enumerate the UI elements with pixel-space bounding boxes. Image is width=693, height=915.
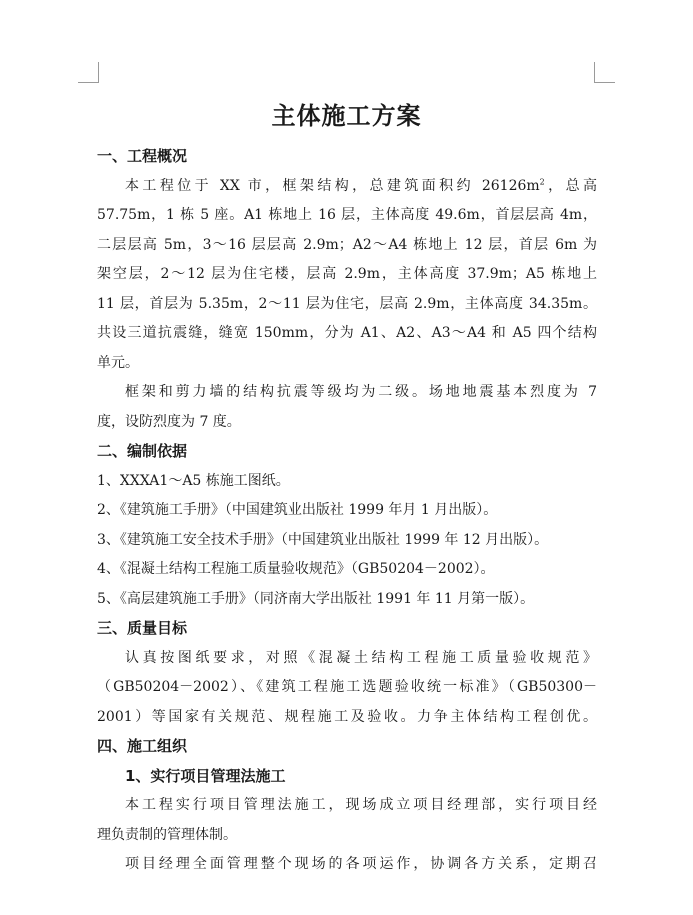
list-item: 1、XXXA1～A5 栋施工图纸。 bbox=[97, 472, 290, 489]
paragraph-line: 共设三道抗震缝，缝宽 150mm，分为 A1、A2、A3～A4 和 A5 四个结构 bbox=[97, 325, 597, 341]
list-item: 4、《混凝土结构工程施工质量验收规范》（GB50204－2002）。 bbox=[97, 561, 495, 577]
superscript: 2 bbox=[539, 176, 545, 186]
paragraph-line: 架空层，2～12 层为住宅楼，层高 2.9m，主体高度 37.9m；A5 栋地上 bbox=[97, 266, 597, 282]
paragraph-line: 理负责制的管理体制。 bbox=[97, 826, 237, 843]
document-title: 主体施工方案 bbox=[271, 102, 422, 130]
paragraph-line: 本工程位于 XX 市，框架结构，总建筑面积约 $26126m^2$，总高 bbox=[125, 176, 597, 194]
section-heading-basis: 二、编制依据 bbox=[97, 442, 188, 460]
subsection-heading: 1、实行项目管理法施工 bbox=[125, 766, 286, 785]
document-body bbox=[97, 142, 597, 880]
paragraph-line: 项目经理全面管理整个现场的各项运作，协调各方关系，定期召 bbox=[125, 856, 597, 872]
crop-mark-top-right bbox=[594, 62, 615, 83]
paragraph-line: 框架和剪力墙的结构抗震等级均为二级。场地地震基本烈度为 7 bbox=[125, 384, 597, 400]
section-heading-overview: 一、工程概况 bbox=[97, 147, 188, 165]
paragraph-line: 57.75m，1 栋 5 座。A1 栋地上 16 层，主体高度 49.6m，首层层高 4m， bbox=[97, 207, 597, 223]
paragraph-line: 11 层，首层为 5.35m，2～11 层为住宅，层高 2.9m，主体高度 34.35m。 bbox=[97, 295, 597, 312]
list-item: 2、《建筑施工手册》（中国建筑业出版社 1999 年月 1 月出版）。 bbox=[97, 502, 498, 518]
paragraph-line: 本工程实行项目管理法施工，现场成立项目经理部，实行项目经 bbox=[125, 797, 597, 813]
paragraph-line: 2001）等国家有关规范、规程施工及验收。力争主体结构工程创优。 bbox=[97, 708, 597, 725]
paragraph-line: （GB50204－2002）、《建筑工程施工选题验收统一标准》（GB50300－ bbox=[97, 679, 597, 695]
list-item: 5、《高层建筑施工手册》（同济南大学出版社 1991 年 11 月第一版）。 bbox=[97, 590, 535, 607]
crop-mark-top-left bbox=[78, 62, 99, 83]
paragraph-line: 度，设防烈度为 7 度。 bbox=[97, 413, 241, 430]
paragraph-line: 认真按图纸要求，对照《混凝土结构工程施工质量验收规范》 bbox=[125, 649, 597, 666]
section-heading-organization: 四、施工组织 bbox=[97, 737, 188, 755]
section-heading-quality: 三、质量目标 bbox=[97, 619, 188, 637]
list-item: 3、《建筑施工安全技术手册》（中国建筑业出版社 1999 年 12 月出版）。 bbox=[97, 531, 549, 548]
paragraph-line: 二层层高 5m，3～16 层层高 2.9m；A2～A4 栋地上 12 层，首层 6m 为 bbox=[97, 236, 597, 253]
paragraph-line: 单元。 bbox=[97, 354, 139, 371]
